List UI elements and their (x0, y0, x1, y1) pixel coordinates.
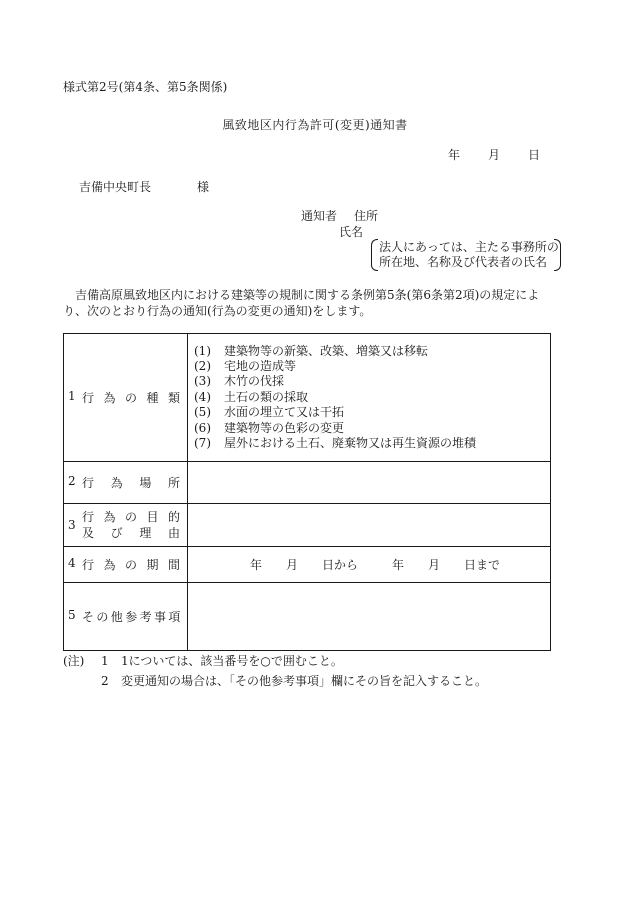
list-item[interactable] (188, 421, 550, 436)
other-notes-label (64, 583, 188, 651)
period-month-1: 月 (286, 558, 299, 572)
note-2-number: 2 (101, 674, 109, 688)
act-type-label (64, 334, 188, 462)
table-row-act-location (64, 462, 551, 504)
item-number: (2) (194, 358, 211, 373)
corporate-note-line-2: 所在地、名称及び代表者の氏名 (379, 255, 548, 269)
item-text: 水面の埋立て又は干拓 (224, 405, 345, 420)
left-brace (371, 239, 378, 271)
label-char: 的 (167, 510, 180, 524)
date-year-label: 年 (448, 148, 461, 162)
act-period-field[interactable] (188, 547, 551, 583)
corporate-note-line-1: 法人にあっては、主たる事務所の (379, 240, 559, 254)
date-day-label: 日 (528, 148, 541, 162)
period-year-2: 年 (392, 558, 405, 572)
label-char: 為 (103, 391, 116, 405)
period-day-from: 日から (322, 558, 359, 572)
table-row-act-period (64, 547, 551, 583)
right-brace (554, 239, 561, 271)
label-char: 為 (103, 558, 116, 572)
note-2-text: 変更通知の場合は、「その他参考事項」欄にその旨を記入すること。 (121, 674, 488, 688)
item-text: 建築物等の色彩の変更 (224, 420, 345, 435)
item-text: 屋外における土石、廃棄物又は再生資源の堆積 (224, 436, 477, 451)
item-number: (1) (194, 343, 211, 358)
label-char: 為 (110, 476, 123, 490)
label-char: の (124, 510, 137, 524)
item-number: (7) (194, 436, 211, 451)
label-char: 由 (167, 526, 180, 540)
period-day-to: 日まで (464, 558, 501, 572)
label-char: 類 (167, 391, 180, 405)
note-heading: (注) (63, 654, 85, 668)
table-row-act-purpose (64, 504, 551, 547)
date-month-label: 月 (488, 148, 501, 162)
row-number: 1 (68, 389, 76, 403)
label-char: 行 (82, 476, 95, 490)
label-char: 種 (146, 391, 159, 405)
act-purpose-label (64, 504, 188, 547)
act-location-label (64, 462, 188, 504)
table-row-other-notes (64, 583, 551, 651)
item-number: (3) (194, 374, 211, 389)
label-char: 期 (146, 558, 159, 572)
item-text: 建築物等の新築、改築、増築又は移転 (224, 343, 429, 358)
act-period-label (64, 547, 188, 583)
row-number: 5 (68, 608, 76, 622)
row-number: 4 (68, 556, 76, 570)
notifier-label: 通知者 (301, 209, 338, 223)
item-text: 宅地の造成等 (224, 358, 297, 373)
period-month-2: 月 (428, 558, 441, 572)
label-char: 場 (139, 476, 152, 490)
label-char: の (124, 391, 137, 405)
document-title: 風致地区内行為許可(変更)通知書 (222, 118, 408, 132)
label-char: び (110, 526, 123, 540)
label-char: 及 (82, 526, 95, 540)
body-text: 吉備高原風致地区内における建築等の規制に関する条例第5条(第6条第2項)の規定により、次のとおり行為の通知(行為の変更の通知)をします。 (63, 288, 540, 318)
label-char: 間 (167, 558, 180, 572)
label-char: 理 (139, 526, 152, 540)
item-number: (5) (194, 405, 211, 420)
label-char: 行 (82, 391, 95, 405)
table-row-act-type (64, 334, 551, 462)
other-notes-label-text: その他参考事項 (82, 610, 183, 624)
list-item[interactable] (188, 374, 550, 389)
period-year-1: 年 (250, 558, 263, 572)
row-number: 2 (68, 474, 76, 488)
recipient: 吉備中央町長 (79, 180, 152, 194)
label-char: の (124, 558, 137, 572)
note-1-text: 1については、該当番号を○で囲むこと。 (121, 654, 343, 668)
item-number: (4) (194, 389, 211, 404)
act-location-field[interactable] (188, 462, 551, 504)
act-type-list (188, 334, 551, 462)
item-text: 土石の類の採取 (224, 389, 309, 404)
recipient-honorific: 様 (197, 180, 210, 194)
list-item[interactable] (188, 436, 550, 451)
list-item[interactable] (188, 359, 550, 374)
name-label: 氏名 (339, 225, 364, 239)
form-number: 様式第2号(第4条、第5条関係) (63, 80, 228, 94)
list-item[interactable] (188, 390, 550, 405)
row-number: 3 (68, 518, 76, 532)
label-char: 目 (146, 510, 159, 524)
item-number: (6) (194, 420, 211, 435)
item-text: 木竹の伐採 (224, 374, 285, 389)
label-char: 所 (167, 476, 180, 490)
address-label: 住所 (354, 209, 379, 223)
label-char: 為 (103, 510, 116, 524)
other-notes-field[interactable] (188, 583, 551, 651)
act-purpose-field[interactable] (188, 504, 551, 547)
form-table (63, 333, 551, 651)
label-char: 行 (82, 558, 95, 572)
corporate-note (371, 239, 561, 269)
label-char: 行 (82, 510, 95, 524)
list-item[interactable] (188, 405, 550, 420)
list-item[interactable] (188, 344, 550, 359)
note-1-number: 1 (101, 654, 109, 668)
